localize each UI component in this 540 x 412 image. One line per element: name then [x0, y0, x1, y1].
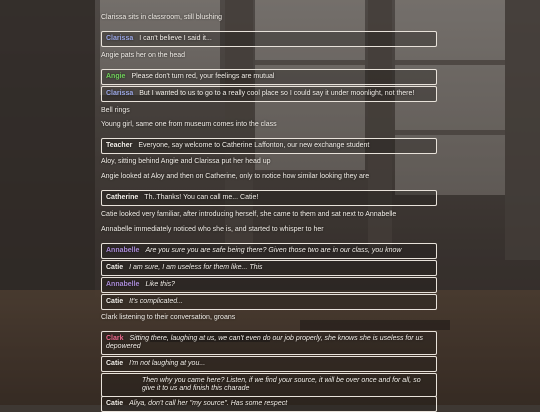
- dialogue-text: Are you sure you are safe being there? Given those two are in our class, you know: [145, 247, 402, 254]
- dialogue-text: I can't believe I said it...: [139, 35, 212, 42]
- dialogue-box: [101, 243, 437, 259]
- dialogue-box: [101, 294, 437, 310]
- dialogue-text: Then why you came here? Listen, if we find your source, it will be over once and for all, so give it to us and finish this charade: [142, 377, 421, 392]
- speaker-name: Catie: [106, 360, 124, 367]
- speaker-name: Annabelle: [106, 281, 140, 288]
- speaker-name: Angie: [106, 73, 126, 80]
- dialogue-text: But I wanted to us to go to a really cool place so I could say it under moonlight, not there!: [139, 90, 415, 97]
- dialogue-text: Th..Thanks! You can call me... Catie!: [144, 194, 259, 201]
- dialogue-text: Everyone, say welcome to Catherine Laffonton, our new exchange student: [138, 142, 370, 149]
- speaker-name: Teacher: [106, 142, 133, 149]
- dialogue-text: Aliya, don't call her "my source". Has some respect: [129, 400, 288, 407]
- dialogue-text: It's complicated...: [129, 298, 183, 305]
- speaker-name: Clark: [106, 335, 124, 342]
- speaker-name: Catie: [106, 400, 124, 407]
- dialogue-text: I am sure, I am useless for them like... This: [129, 264, 263, 271]
- narration-line: Aloy, sitting behind Angie and Clarissa put her head up: [101, 158, 271, 165]
- dialogue-box: [101, 69, 437, 85]
- dialogue-box: [101, 190, 437, 206]
- dialogue-box: [101, 31, 437, 47]
- speaker-name: Catie: [106, 264, 124, 271]
- narration-line: Bell rings: [101, 107, 130, 114]
- narration-line: Clark listening to their conversation, groans: [101, 314, 236, 321]
- speaker-name: Clarissa: [106, 35, 134, 42]
- narration-line: Young girl, same one from museum comes into the class: [101, 121, 277, 128]
- dialogue-box: [101, 260, 437, 276]
- speaker-name: Catie: [106, 298, 124, 305]
- dialogue-text: Please don't turn red, your feelings are mutual: [131, 73, 275, 80]
- narration-line: Angie pats her on the head: [101, 52, 186, 59]
- dialogue-box: [101, 356, 437, 372]
- dialogue-box: [101, 138, 437, 154]
- dialogue-box: [101, 373, 437, 397]
- narration-line: Angie looked at Aloy and then on Catherine, only to notice how similar looking they are: [101, 173, 370, 180]
- narration-line: Annabelle immediately noticed who she is, and started to whisper to her: [101, 226, 324, 233]
- dialogue-box: [101, 396, 437, 412]
- narration-line: Clarissa sits in classroom, still blushing: [101, 14, 222, 21]
- dialogue-text: Like this?: [145, 281, 176, 288]
- dialogue-box: [101, 86, 437, 102]
- speaker-name: Catherine: [106, 194, 139, 201]
- speaker-name: Annabelle: [106, 247, 140, 254]
- dialogue-box: [101, 277, 437, 293]
- dialogue-text: Sitting there, laughing at us, we can't even do our job properly, she knows she is useless for us depowered: [106, 335, 423, 350]
- narration-line: Catie looked very familiar, after introducing herself, she came to them and sat next to Annabelle: [101, 211, 397, 218]
- dialogue-box: [101, 331, 437, 355]
- dialogue-text: I'm not laughing at you...: [129, 360, 206, 367]
- speaker-name: Clarissa: [106, 90, 134, 97]
